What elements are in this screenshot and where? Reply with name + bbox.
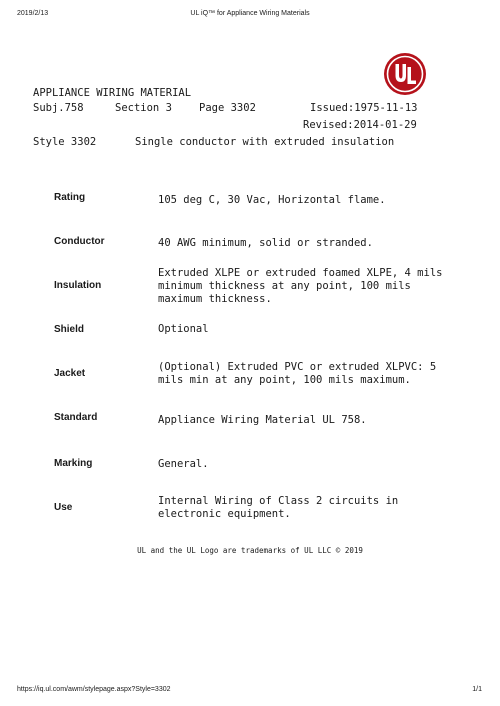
print-page-title: UL iQ™ for Appliance Wiring Materials: [190, 10, 310, 17]
insulation-value: Extruded XLPE or extruded foamed XLPE, 4 mils minimum thickness at any point, 100 mils maximum thickness.: [158, 267, 443, 305]
issued-date: Issued:1975-11-13: [310, 102, 418, 114]
shield-value: Optional: [158, 323, 209, 335]
conductor-label: Conductor: [54, 236, 105, 247]
print-page-count: 1/1: [472, 686, 482, 693]
use-value: Internal Wiring of Class 2 circuits in electronic equipment.: [158, 495, 399, 520]
revised-date: Revised:2014-01-29: [303, 119, 417, 131]
style-number: Style 3302: [33, 136, 97, 148]
page-number: Page 3302: [199, 102, 256, 114]
rating-value: 105 deg C, 30 Vac, Horizontal flame.: [158, 194, 386, 206]
ul-logo: [383, 52, 427, 96]
marking-label: Marking: [54, 458, 93, 469]
insulation-label: Insulation: [54, 280, 102, 291]
standard-value: Appliance Wiring Material UL 758.: [158, 414, 367, 426]
document-title: APPLIANCE WIRING MATERIAL: [33, 87, 192, 99]
subject-number: Subj.758: [33, 102, 84, 114]
jacket-value: (Optional) Extruded PVC or extruded XLPVC: 5 mils min at any point, 100 mils maximum.: [158, 361, 437, 386]
print-date: 2019/2/13: [17, 10, 49, 17]
standard-label: Standard: [54, 412, 98, 423]
jacket-label: Jacket: [54, 368, 86, 379]
conductor-value: 40 AWG minimum, solid or stranded.: [158, 237, 373, 249]
use-label: Use: [54, 502, 73, 513]
rating-label: Rating: [54, 192, 86, 203]
page-url: https://iq.ul.com/awm/stylepage.aspx?Style=3302: [17, 686, 171, 693]
marking-value: General.: [158, 458, 209, 470]
style-description: Single conductor with extruded insulation: [135, 136, 395, 148]
trademark-note: UL and the UL Logo are trademarks of UL LLC © 2019: [137, 546, 363, 555]
section-number: Section 3: [115, 102, 172, 114]
shield-label: Shield: [54, 324, 85, 335]
